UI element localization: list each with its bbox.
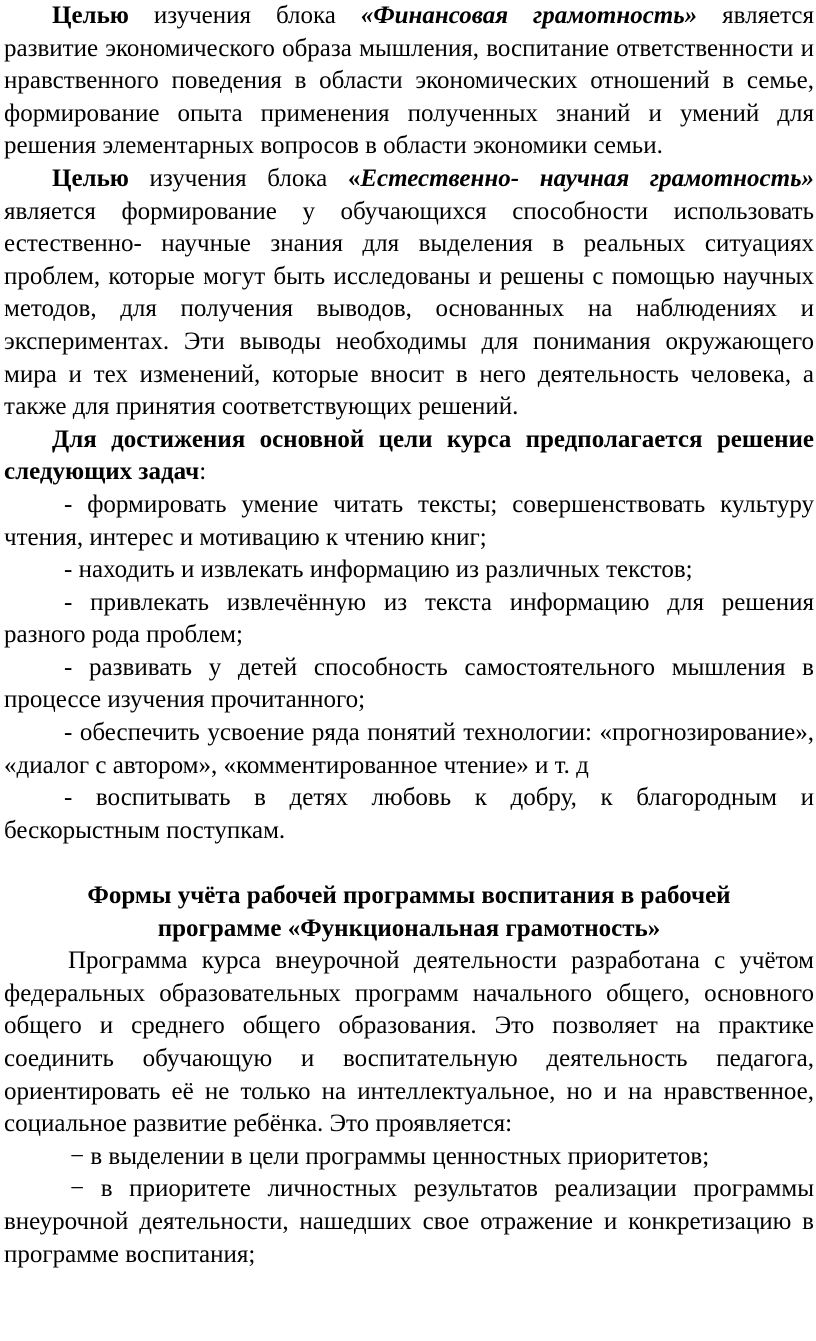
paragraph-text: является формирование у обучающихся способности использовать естественно- научные знания для выделения в реальных ситуациях проблем, которые могут быть исследованы и решены с помощью научных методов, для получения выводов, основанных на наблюдениях и экспериментах. Эти выводы необходимы для понимания окружающего мира и тех изменений, которые вносит в него деятельность человека, а также для принятия соответствующих решений. bbox=[4, 197, 814, 421]
quote-open: « bbox=[347, 164, 361, 192]
section-heading-line-1: Формы учёта рабочей программы воспитания в рабочей bbox=[87, 882, 731, 910]
section-heading-line-2: программе «Функциональная грамотность» bbox=[157, 914, 661, 942]
paragraph-program-course: Программа курса внеурочной деятельности разработана с учётом федеральных образовательных программ начального общего, основного общего и среднего общего образования. Это позволяет на практике соединить обучающую и воспитательную деятельность педагога, ориентировать её не только на интеллектуальное, но и на нравственное, социальное развитие ребёнка. Это проявляется: bbox=[4, 947, 814, 1138]
task-item: - находить и извлекать информацию из различных текстов; bbox=[64, 556, 693, 584]
goal-mid: изучения блока bbox=[128, 2, 361, 29]
bullet-item: − в выделении в цели программы ценностных приоритетов; bbox=[70, 1142, 710, 1170]
goal-mid: изучения блока bbox=[128, 164, 348, 192]
paragraph-science-literacy bbox=[4, 163, 814, 424]
paragraph-tasks-intro bbox=[4, 424, 814, 489]
block-title-science: Естественно- научная грамотность» bbox=[360, 164, 815, 192]
task-item: - привлекать извлечённую из текста информацию для решения разного рода проблем; bbox=[4, 588, 814, 649]
paragraph-text: является развитие экономического образа мышления, воспитание ответственности и нравственного поведения в области экономических отношений в семье, формирование опыта применения полученных знаний и умений для решения элементарных вопросов в области экономики семьи. bbox=[4, 2, 814, 160]
paragraph-financial-literacy bbox=[4, 0, 814, 163]
bullet-item: − в приоритете личностных результатов реализации программы внеурочной деятельности, нашедших свое отражение и конкретизацию в программе воспитания; bbox=[4, 1175, 814, 1268]
blank-line bbox=[4, 847, 814, 880]
task-item: - развивать у детей способность самостоятельного мышления в процессе изучения прочитанного; bbox=[4, 653, 814, 714]
task-item: - формировать умение читать тексты; совершенствовать культуру чтения, интерес и мотивацию к чтению книг; bbox=[4, 490, 814, 551]
goal-lead: Целью bbox=[52, 2, 129, 29]
task-item: - обеспечить усвоение ряда понятий технологии: «прогнозирование», «диалог с автором», «комментированное чтение» и т. д bbox=[4, 719, 814, 779]
goal-lead: Целью bbox=[52, 164, 129, 192]
task-item: - воспитывать в детях любовь к добру, к благородным и бескорыстным поступкам. bbox=[4, 784, 814, 844]
block-title-financial: «Финансовая грамотность» bbox=[360, 2, 698, 29]
tasks-intro-colon: : bbox=[199, 458, 207, 486]
tasks-intro-bold: Для достижения основной цели курса предполагается решение следующих задач bbox=[4, 425, 814, 486]
